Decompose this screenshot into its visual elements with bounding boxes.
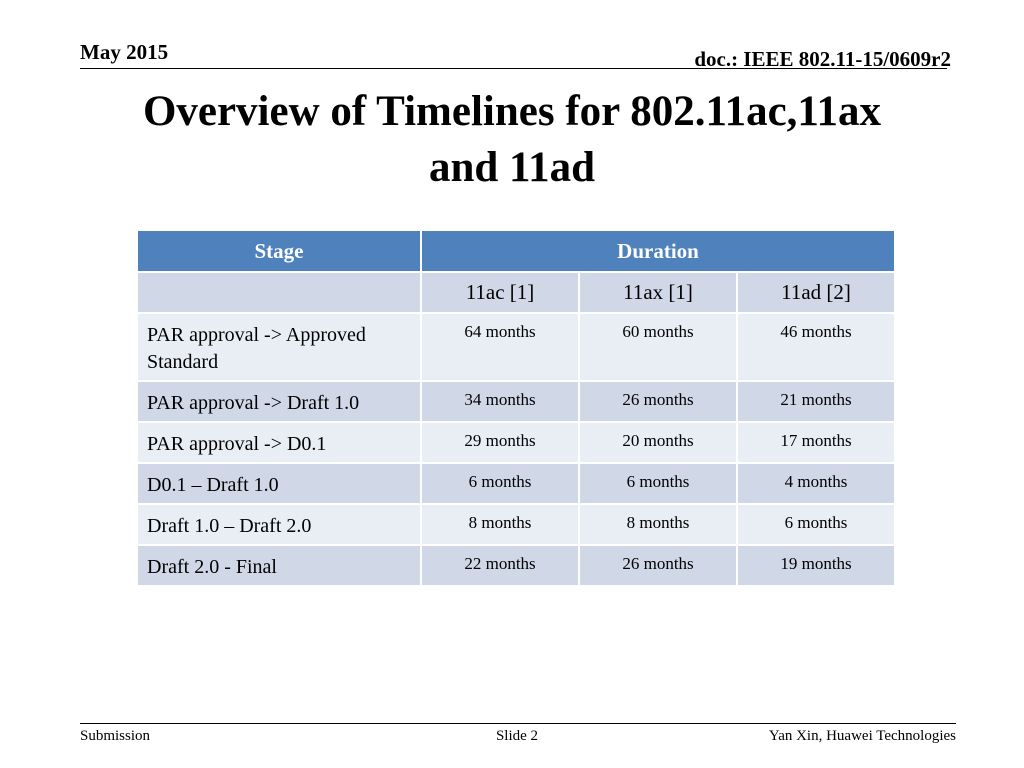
row-value-11ac: 22 months <box>421 545 579 586</box>
subheader-empty <box>137 272 421 313</box>
table-row <box>137 422 895 463</box>
subheader-11ax: 11ax [1] <box>579 272 737 313</box>
row-stage: PAR approval -> Draft 1.0 <box>137 381 421 422</box>
table-row <box>137 504 895 545</box>
row-stage: PAR approval -> D0.1 <box>137 422 421 463</box>
row-value-11ax: 20 months <box>579 422 737 463</box>
row-stage: PAR approval -> Approved Standard <box>137 313 421 381</box>
table-row <box>137 381 895 422</box>
table-row <box>137 463 895 504</box>
row-value-11ad: 17 months <box>737 422 895 463</box>
row-value-11ax: 60 months <box>579 313 737 381</box>
subheader-11ad: 11ad [2] <box>737 272 895 313</box>
row-stage: D0.1 – Draft 1.0 <box>137 463 421 504</box>
row-value-11ax: 8 months <box>579 504 737 545</box>
timeline-table <box>136 229 896 587</box>
header-date: May 2015 <box>80 40 169 64</box>
row-value-11ad: 21 months <box>737 381 895 422</box>
subheader-11ac: 11ac [1] <box>421 272 579 313</box>
table-row <box>137 313 895 381</box>
row-value-11ad: 46 months <box>737 313 895 381</box>
row-value-11ax: 6 months <box>579 463 737 504</box>
table-row <box>137 545 895 586</box>
footer-divider <box>80 723 956 724</box>
row-value-11ac: 6 months <box>421 463 579 504</box>
row-value-11ax: 26 months <box>579 545 737 586</box>
row-value-11ad: 6 months <box>737 504 895 545</box>
footer-author: Yan Xin, Huawei Technologies <box>768 728 956 744</box>
footer-slide-number: Slide 2 <box>495 728 539 744</box>
slide-title-line-1: Overview of Timelines for 802.11ac,11ax <box>142 88 882 135</box>
row-stage: Draft 2.0 - Final <box>137 545 421 586</box>
header-duration: Duration <box>421 230 895 272</box>
row-stage: Draft 1.0 – Draft 2.0 <box>137 504 421 545</box>
slide-title-line-2: and 11ad <box>428 144 596 191</box>
footer-submission: Submission <box>80 728 151 744</box>
header-doc-id: doc.: IEEE 802.11-15/0609r2 <box>694 47 951 71</box>
row-value-11ac: 64 months <box>421 313 579 381</box>
slide-title <box>0 84 1024 196</box>
table-subheader-row <box>137 272 895 313</box>
header-divider <box>80 68 947 69</box>
row-value-11ad: 19 months <box>737 545 895 586</box>
row-value-11ax: 26 months <box>579 381 737 422</box>
row-value-11ad: 4 months <box>737 463 895 504</box>
row-value-11ac: 34 months <box>421 381 579 422</box>
header-stage: Stage <box>137 230 421 272</box>
row-value-11ac: 29 months <box>421 422 579 463</box>
row-value-11ac: 8 months <box>421 504 579 545</box>
table-header-row <box>137 230 895 272</box>
